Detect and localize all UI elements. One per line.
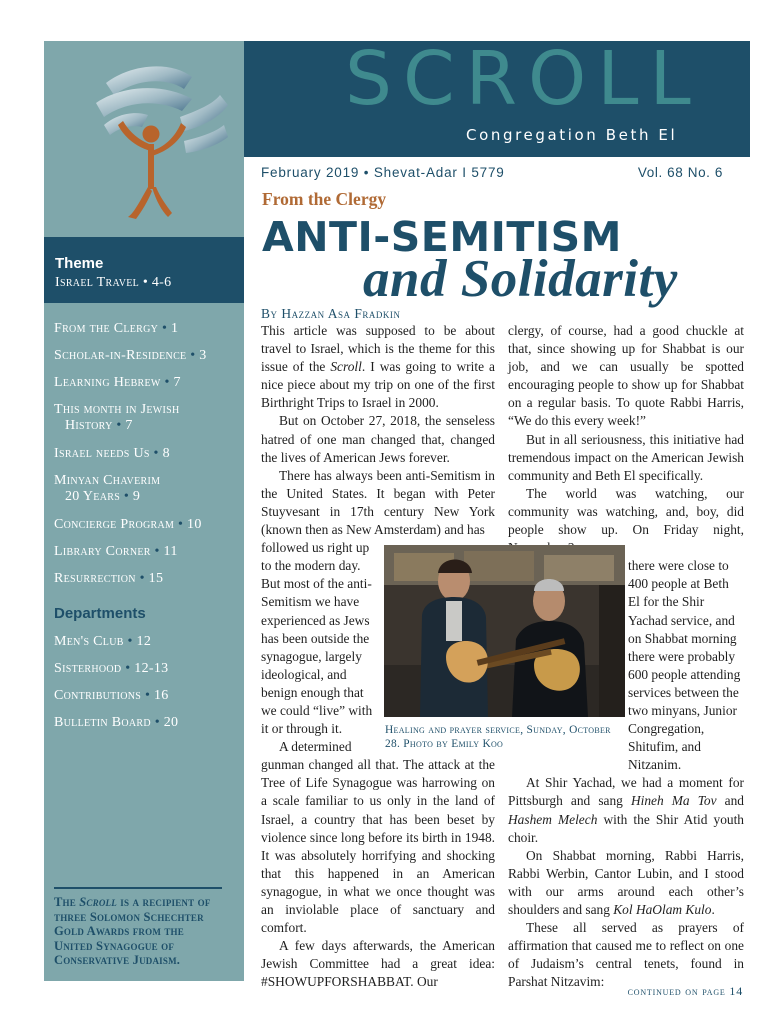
- issue-volume: Vol. 68 No. 6: [637, 165, 723, 180]
- paragraph: A few days afterwards, the American Jewish Committee had a great idea: #SHOWUPFORSHABBAT. Our: [261, 938, 495, 990]
- department-item[interactable]: Sisterhood • 12-13: [54, 661, 169, 676]
- paragraph: The world was watching, our community was watching, and, boy, did people show up. On Friday night,: [508, 485, 744, 538]
- table-of-contents: [54, 321, 239, 598]
- headline-top: ANTI-SEMITISM: [262, 213, 622, 261]
- paragraph: On Shabbat morning, Rabbi Harris, Rabbi Werbin, Cantor Lubin, and I stood with our arms around each other’s shoulders and sang Kol HaOlam Kulo.: [508, 847, 744, 917]
- department-item[interactable]: Contributions • 16: [54, 688, 169, 703]
- toc-item[interactable]: Learning Hebrew • 7: [54, 375, 181, 390]
- byline: By Hazzan Asa Fradkin: [261, 306, 401, 321]
- toc-item[interactable]: Resurrection • 15: [54, 571, 164, 586]
- paragraph-wrapped: there were close to 400 people at Beth El for the Shir Yachad service, and on Shabbat morning there were probably 600 people attending services between the two minyans, Junior Congregation, Shitufim, and Nitzanim.: [628, 558, 741, 773]
- department-item[interactable]: Bulletin Board • 20: [54, 715, 179, 730]
- departments-heading: Departments: [54, 605, 146, 622]
- congregation-name: Congregation Beth El: [466, 126, 678, 144]
- article-photo: [384, 545, 625, 717]
- paragraph: This article was supposed to be about travel to Israel, which is the theme for this issue of the Scroll. I was going to write a nice piece about my trip on one of the first Birthright Trips to Israel in 2000.: [261, 323, 495, 411]
- departments-list: [54, 634, 239, 742]
- paragraph: But in all seriousness, this initiative had tremendous impact on the American Jewish community and Beth El specifically.: [508, 431, 744, 483]
- toc-item[interactable]: Scholar-in-Residence • 3: [54, 348, 207, 363]
- toc-item[interactable]: Library Corner • 11: [54, 544, 178, 559]
- paragraph: These all served as prayers of affirmation that caused me to reflect on one of Judaism’s central tenets, found in Parshat Nitzavim:: [508, 920, 744, 990]
- paragraph-wrapped: followed us right up to the modern day. But most of the anti-Semitism we have experienced as Jews has been outside the synagogue, largely ideological, and benign enough that we could “live” with it or through it.: [261, 540, 373, 737]
- theme-box: [44, 237, 244, 303]
- section-label: From the Clergy: [262, 189, 387, 209]
- paragraph: At Shir Yachad, we had a moment for Pittsburgh and sang Hineh Ma Tov and Hashem Melech with the Shir Atid youth choir.: [508, 775, 745, 845]
- toc-item[interactable]: From the Clergy • 1: [54, 321, 179, 336]
- toc-item[interactable]: Concierge Program • 10: [54, 517, 202, 532]
- newsletter-title: SCROLL: [345, 36, 702, 122]
- photo-caption: Healing and prayer service, Sunday, October 28. Photo by Emily Koo: [385, 724, 611, 750]
- toc-item[interactable]: This month in Jewish History • 7: [54, 402, 180, 433]
- theme-label: Theme: [55, 255, 104, 272]
- paragraph: There has always been anti-Semitism in the United States. It began with Peter Stuyvesant in 17th century New York (known then as New Amsterdam) and has: [261, 467, 495, 538]
- congregation-logo-icon: [44, 41, 244, 237]
- toc-item[interactable]: Israel needs Us • 8: [54, 446, 170, 461]
- theme-item: Israel Travel • 4-6: [55, 275, 172, 290]
- paragraph: clergy, of course, had a good chuckle at that, since showing up for Shabbat is our job, and we can usually be spotted encouraging people to show up for Shabbat on a regular basis. To quote Rabbi Harris, “We do this every week!”: [508, 323, 744, 429]
- paragraph-wrapped: A determined: [279, 739, 352, 755]
- paragraph: gunman changed all that. The attack at the Tree of Life Synagogue was harrowing on a scale familiar to us only in the land of Israel, a country that has been beset by violence since long before its birth in 1948. It was absolutely horrifying and shocking that this happened in an American synagogue, in what we once thought was an inviolable place of sanctuary and comfort.: [261, 757, 495, 936]
- department-item[interactable]: Men's Club • 12: [54, 634, 152, 649]
- headline-bottom: and Solidarity: [363, 250, 678, 308]
- paragraph: But on October 27, 2018, the senseless hatred of one man changed that, changed the lives of American Jews forever.: [261, 413, 495, 465]
- award-notice: The Scroll is a recipient of three Solomon Schechter Gold Awards from the United Synagogue of Conservative Judaism.: [54, 887, 222, 968]
- issue-date: February 2019 • Shevat-Adar I 5779: [261, 165, 505, 180]
- toc-item[interactable]: Minyan Chaverim 20 Years • 9: [54, 473, 161, 504]
- continued-link[interactable]: continued on page 14: [627, 984, 743, 998]
